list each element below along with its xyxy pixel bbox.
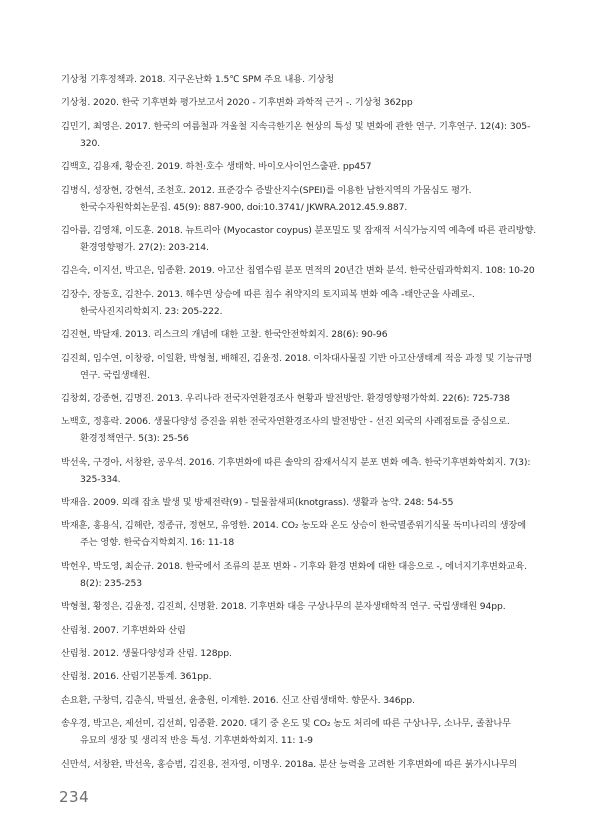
reference-item: 김진현, 박달재. 2013. 리스크의 개념에 대한 고찰. 한국안전학회지. 28(6): 90-96	[61, 329, 388, 341]
reference-item: 노백호, 정흥락. 2006. 생물다양성 증진을 위한 전국자연환경조사의 발전방안 - 선진 외국의 사례점토를 중심으로. 환경정책연구. 5(3): 25-56	[61, 416, 510, 445]
reference-item: 김진희, 임수연, 이창광, 이일환, 박형철, 배해진, 김윤정. 2018. 이차대사물질 기반 아고산생태계 적응 과정 및 기능규명 연구. 국립생태원.	[61, 352, 533, 381]
reference-item: 김장수, 장동호, 김찬수. 2013. 해수면 상승에 따른 침수 취약지의 토지피복 변화 예측 -태안군을 사례로-. 한국사진지리학회지. 23: 205-222.	[61, 288, 475, 317]
reference-item: 박선욱, 구경아, 서창완, 공우석. 2016. 기후변화에 따른 솔악의 잠재서식지 분포 변화 예측. 한국기후변화학회지. 7(3): 325-334.	[61, 456, 531, 485]
reference-item: 김백호, 김용재, 황순진. 2019. 하천·호수 생태학. 바이오사이언스출판. pp457	[61, 161, 372, 173]
reference-item: 산림청. 2012. 생물다양성과 산림. 128pp.	[61, 648, 232, 660]
reference-item: 산림청. 2007. 기후변화와 산림	[61, 624, 186, 636]
reference-item: 송우경, 박고은, 제선미, 김선희, 임종환. 2020. 대기 중 온도 및 CO₂ 농도 처리에 따른 구상나무, 소나무, 졸참나무 유묘의 생장 및 생리적 반응 특성. 기후변화학회지. 11: 1-9	[61, 718, 511, 747]
reference-item: 김아름, 김영채, 이도훈. 2018. 뉴트리아 (Myocastor coypus) 분포밀도 및 잠재적 서식가능지역 예측에 따른 관리방향. 환경영향평가. 27(2): 203-214.	[61, 224, 537, 253]
reference-item: 김병식, 성장현, 강현석, 조천호. 2012. 표준강수 증발산지수(SPEI)를 이용한 남한지역의 가뭄심도 평가. 한국수자원학회논문집. 45(9): 887-900, doi:10.3741/ JKWRA.2012.45.9.887.	[61, 184, 472, 213]
reference-item: 산림청. 2016. 산림기본통계. 361pp.	[61, 671, 212, 683]
reference-item: 박헌우, 박도영, 최순규. 2018. 한국에서 조류의 분포 변화 - 기후와 환경 변화에 대한 대응으로 -, 에너지기후변화교육. 8(2): 235-253	[61, 560, 527, 589]
reference-item: 박재훈, 홍용식, 김해란, 정종규, 정현모, 유영한. 2014. CO₂ 농도와 온도 상승이 한국멸종위기식물 독미나리의 생장에 주는 영향. 한국습지학회지. 16: 11-18	[61, 520, 526, 549]
reference-item: 기상청 기후정책과. 2018. 지구온난화 1.5℃ SPM 주요 내용. 기상청	[61, 74, 335, 85]
reference-item: 박형철, 황정은, 김윤정, 김진희, 신명환. 2018. 기후변화 대응 구상나무의 분자생태학적 연구. 국립생태원 94pp.	[61, 601, 506, 613]
reference-item: 박재읍. 2009. 외래 잡초 발생 및 방제전략(9) - 털물참새피(knotgrass). 생활과 농약. 248: 54-55	[61, 497, 454, 509]
reference-item: 신만석, 서창완, 박선욱, 홍승범, 김진용, 전자영, 이명우. 2018a. 분산 능력을 고려한 기후변화에 따른 붉가시나무의	[61, 758, 518, 770]
reference-item: 기상청. 2020. 한국 기후변화 평가보고서 2020 - 기후변화 과학적 근거 -. 기상청 362pp	[61, 97, 413, 109]
reference-item: 김은숙, 이지선, 박고은, 임종환. 2019. 아고산 침엽수림 분포 면적의 20년간 변화 분석. 한국산림과학회지. 108: 10-20	[61, 265, 535, 277]
page-number: 234	[59, 788, 90, 806]
reference-item: 김창회, 강종현, 김명진. 2013. 우리나라 전국자연환경조사 현황과 발전방안. 환경영향평가학회. 22(6): 725-738	[61, 392, 510, 404]
reference-item: 손요환, 구창덕, 김춘식, 박필선, 윤충원, 이계한. 2016. 신고 산림생태학. 향문사. 346pp.	[61, 694, 415, 706]
reference-list	[61, 71, 537, 779]
reference-item: 김민기, 최영은. 2017. 한국의 여름철과 겨울철 지속극한기온 현상의 특성 및 변화에 관한 연구. 기후연구. 12(4): 305-320.	[61, 120, 531, 149]
